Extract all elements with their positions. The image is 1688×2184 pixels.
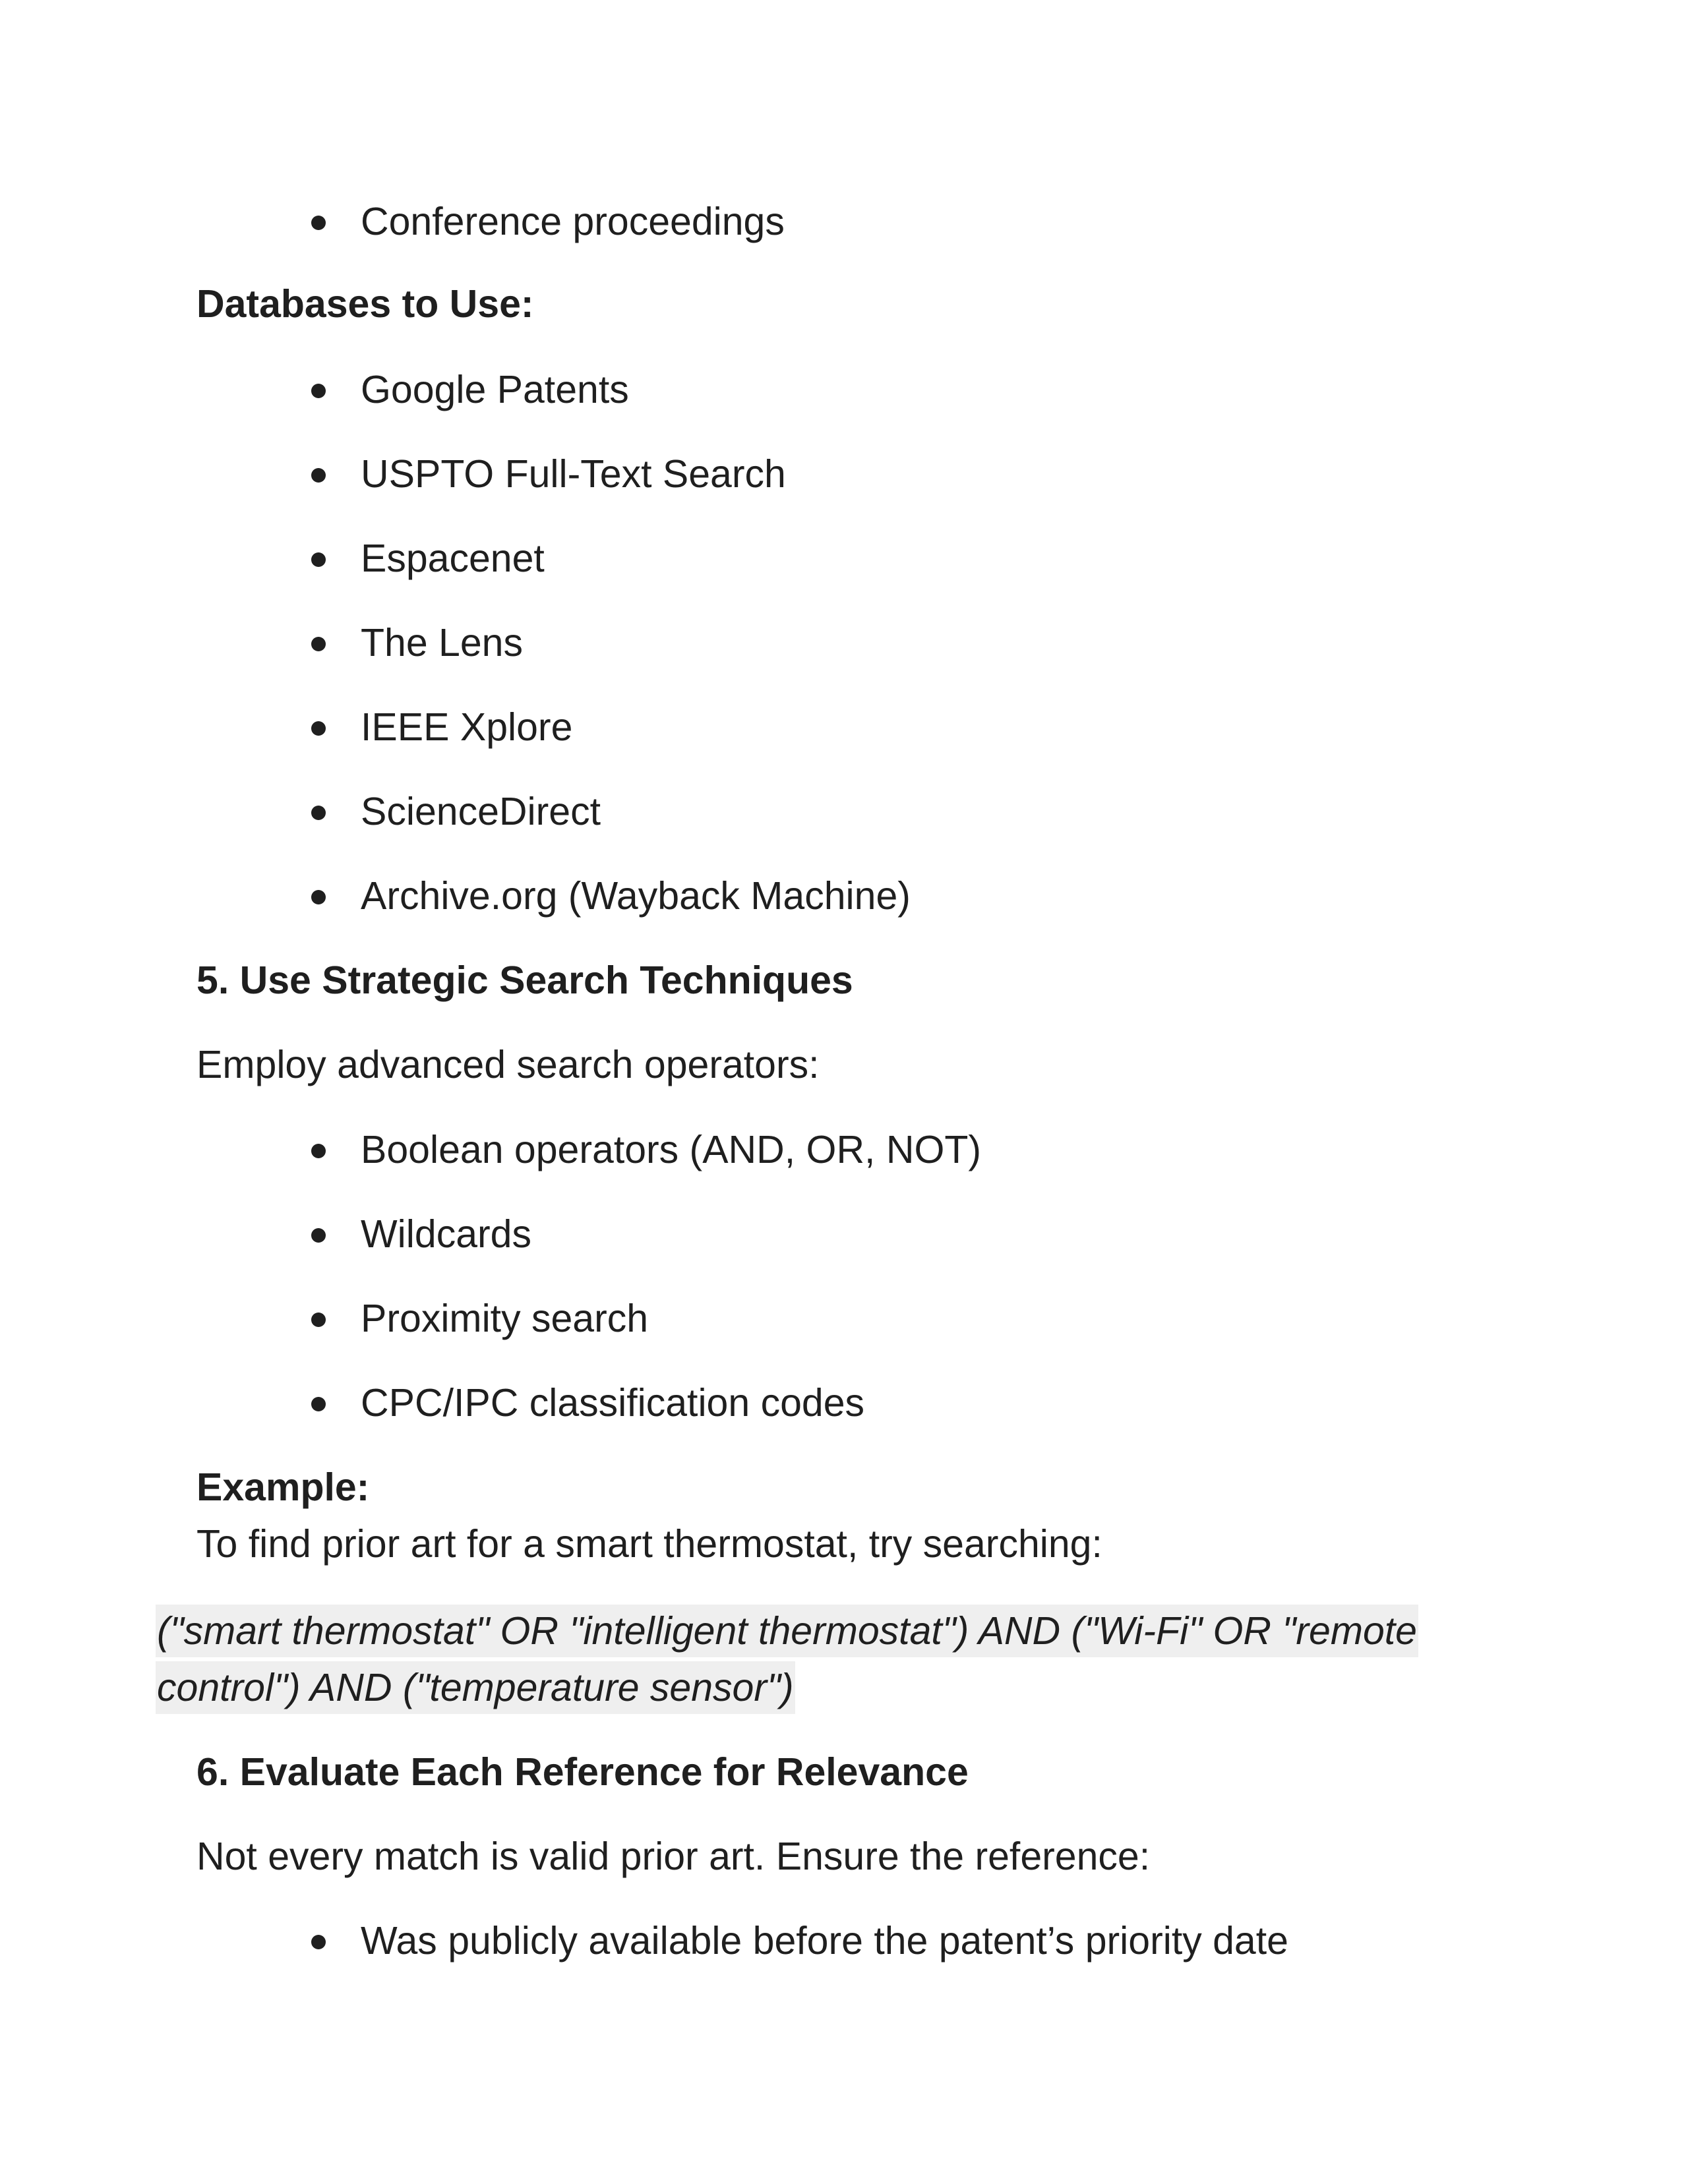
databases-heading: Databases to Use: xyxy=(196,282,534,326)
list-item-text: CPC/IPC classification codes xyxy=(361,1381,865,1425)
list-item-text: Google Patents xyxy=(361,368,629,411)
search-query-line: control") AND ("temperature sensor") xyxy=(156,1661,795,1714)
bullet-icon xyxy=(311,1228,326,1243)
bullet-icon xyxy=(311,806,326,820)
list-item-text: IEEE Xplore xyxy=(361,705,573,749)
list-item-text: Boolean operators (AND, OR, NOT) xyxy=(361,1128,982,1171)
list-item-text: ScienceDirect xyxy=(361,790,601,833)
search-query-line: ("smart thermostat" OR "intelligent thermostat") AND ("Wi-Fi" OR "remote xyxy=(156,1605,1418,1657)
bullet-icon xyxy=(311,890,326,904)
list-item-text: Wildcards xyxy=(361,1212,531,1256)
bullet-icon xyxy=(311,637,326,651)
list-item-text: Archive.org (Wayback Machine) xyxy=(361,874,911,918)
bullet-icon xyxy=(311,384,326,398)
example-heading: Example: xyxy=(196,1465,370,1509)
section-heading: 6. Evaluate Each Reference for Relevance xyxy=(196,1750,969,1794)
bullet-icon xyxy=(311,1397,326,1411)
list-item-text: The Lens xyxy=(361,621,523,664)
paragraph: Not every match is valid prior art. Ensure the reference: xyxy=(196,1835,1151,1878)
list-item-text: Conference proceedings xyxy=(361,200,785,243)
bullet-icon xyxy=(311,552,326,567)
paragraph: Employ advanced search operators: xyxy=(196,1043,820,1086)
bullet-icon xyxy=(311,1935,326,1949)
list-item-text: Proximity search xyxy=(361,1297,649,1340)
bullet-icon xyxy=(311,216,326,230)
list-item-text: Espacenet xyxy=(361,537,545,580)
list-item-text: USPTO Full-Text Search xyxy=(361,452,786,496)
bullet-icon xyxy=(311,468,326,483)
bullet-icon xyxy=(311,1313,326,1327)
bullet-icon xyxy=(311,721,326,736)
bullet-icon xyxy=(311,1144,326,1158)
paragraph: To find prior art for a smart thermostat, try searching: xyxy=(196,1522,1102,1566)
section-heading: 5. Use Strategic Search Techniques xyxy=(196,959,853,1002)
list-item-text: Was publicly available before the patent’s priority date xyxy=(361,1919,1288,1963)
